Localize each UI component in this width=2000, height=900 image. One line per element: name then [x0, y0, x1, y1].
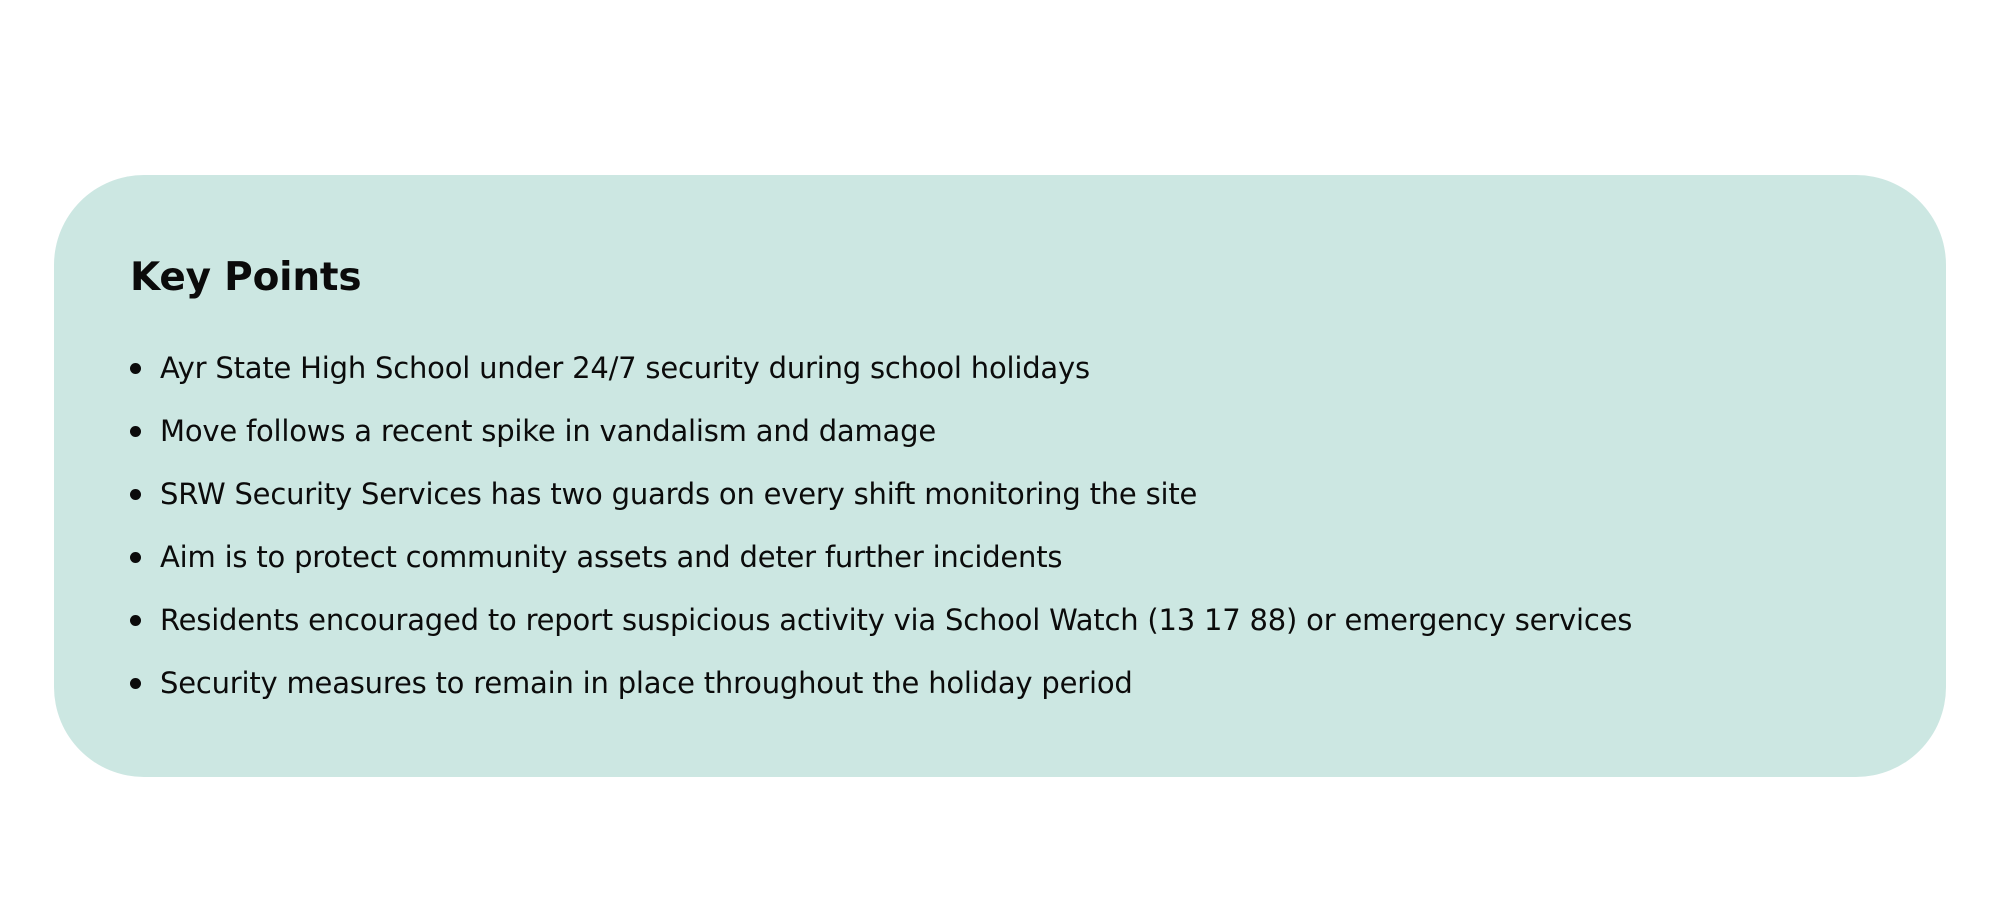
list-item [130, 463, 1870, 526]
bullet-icon [130, 678, 141, 689]
bullet-icon [130, 363, 141, 374]
list-item-text: Security measures to remain in place throughout the holiday period [160, 666, 1133, 700]
list-item [130, 589, 1870, 652]
list-item [130, 652, 1870, 715]
list-item-text: Aim is to protect community assets and deter further incidents [160, 540, 1063, 574]
bullet-icon [130, 552, 141, 563]
list-item-text: Ayr State High School under 24/7 security during school holidays [160, 351, 1090, 385]
list-item-text: SRW Security Services has two guards on every shift monitoring the site [160, 477, 1198, 511]
list-item [130, 526, 1870, 589]
key-points-list [130, 337, 1870, 715]
list-item-text: Move follows a recent spike in vandalism and damage [160, 414, 936, 448]
key-points-title: Key Points [130, 255, 362, 300]
key-points-card [54, 175, 1946, 777]
list-item-text: Residents encouraged to report suspicious activity via School Watch (13 17 88) or emergency services [160, 603, 1633, 637]
list-item [130, 337, 1870, 400]
bullet-icon [130, 489, 141, 500]
bullet-icon [130, 615, 141, 626]
list-item [130, 400, 1870, 463]
bullet-icon [130, 426, 141, 437]
